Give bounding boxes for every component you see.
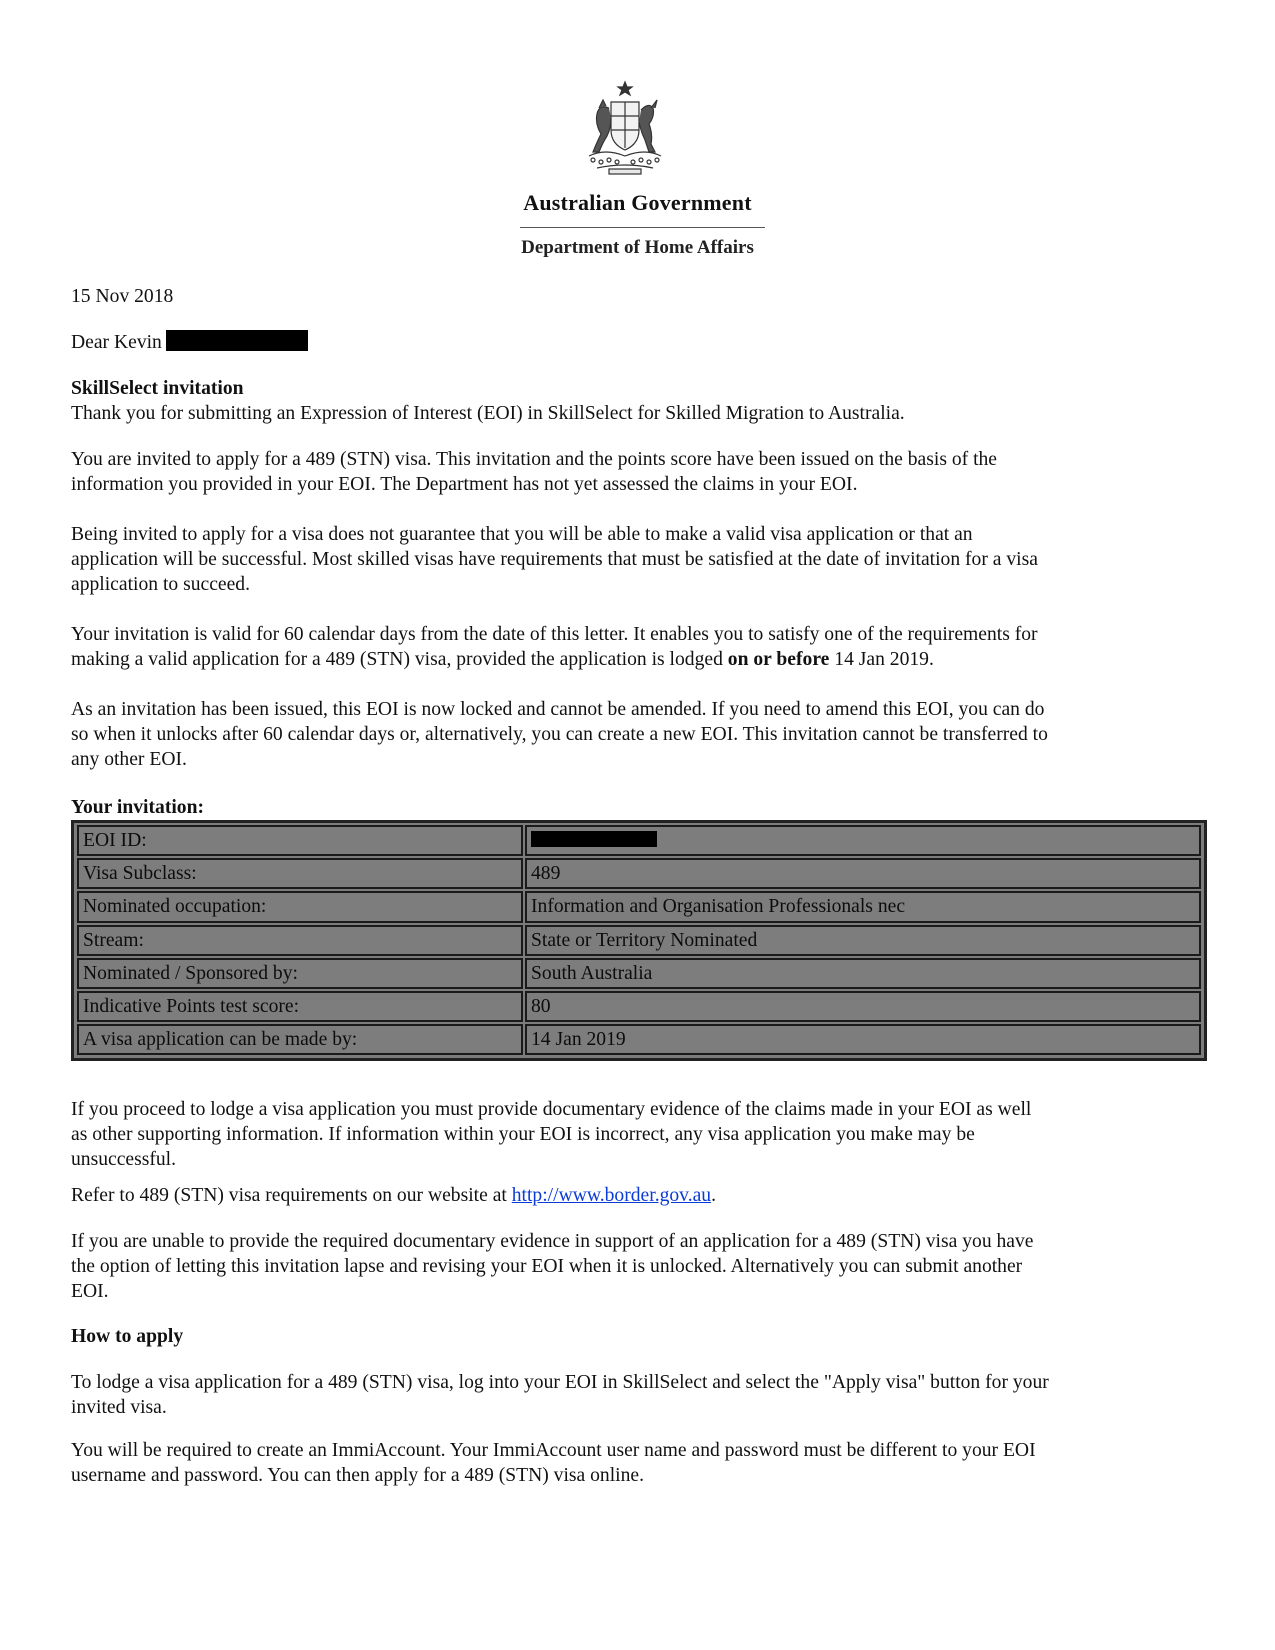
table-value-cell: 14 Jan 2019 bbox=[525, 1024, 1201, 1055]
border-website-link[interactable]: http://www.border.gov.au bbox=[511, 1185, 712, 1206]
paragraph-line: unsuccessful. bbox=[71, 1149, 177, 1170]
paragraph-evidence bbox=[71, 1097, 1211, 1172]
table-label-cell: Visa Subclass: bbox=[77, 858, 523, 889]
table-row bbox=[76, 890, 1202, 923]
department-name: Department of Home Affairs bbox=[521, 237, 754, 258]
paragraph-line bbox=[71, 647, 1211, 672]
paragraph-line: as other supporting information. If information within your EOI is incorrect, any visa application you make may be bbox=[71, 1124, 975, 1145]
salutation-text: Dear Kevin bbox=[71, 332, 162, 353]
text-span: Refer to 489 (STN) visa requirements on our website at bbox=[71, 1185, 512, 1206]
paragraph-line: username and password. You can then apply for a 489 (STN) visa online. bbox=[71, 1465, 645, 1486]
paragraph-line: invited visa. bbox=[71, 1397, 167, 1418]
section-heading: SkillSelect invitation bbox=[71, 378, 244, 399]
table-value-cell: 80 bbox=[525, 991, 1201, 1022]
table-row bbox=[76, 857, 1202, 890]
paragraph-line: information you provided in your EOI. The Department has not yet assessed the claims in your EOI. bbox=[71, 474, 858, 495]
paragraph-lapse bbox=[71, 1229, 1211, 1304]
paragraph-line: EOI. bbox=[71, 1281, 109, 1302]
intro-section bbox=[71, 376, 1211, 426]
table-value-cell bbox=[525, 825, 1201, 856]
paragraph-invited bbox=[71, 447, 1211, 497]
paragraph-refer bbox=[71, 1183, 1211, 1208]
text-span: making a valid application for a 489 (STN) visa, provided the application is lodged bbox=[71, 649, 728, 670]
table-value-cell: 489 bbox=[525, 858, 1201, 889]
paragraph-line: any other EOI. bbox=[71, 749, 187, 770]
paragraph-line: the option of letting this invitation lapse and revising your EOI when it is unlocked. Alternatively you can submit another bbox=[71, 1256, 1023, 1277]
table-label-cell: Stream: bbox=[77, 925, 523, 956]
paragraph-line: Your invitation is valid for 60 calendar days from the date of this letter. It enables you to satisfy one of the requirements for bbox=[71, 624, 1038, 645]
paragraph-line: If you are unable to provide the required documentary evidence in support of an application for a 489 (STN) visa you have bbox=[71, 1231, 1034, 1252]
table-row bbox=[76, 824, 1202, 857]
invitation-heading: Your invitation: bbox=[71, 797, 205, 818]
paragraph-line: so when it unlocks after 60 calendar days or, alternatively, you can create a new EOI. This invitation cannot be transferred to bbox=[71, 724, 1048, 745]
table-value-cell: State or Territory Nominated bbox=[525, 925, 1201, 956]
paragraph-line: You will be required to create an ImmiAccount. Your ImmiAccount user name and password must be different to your EOI bbox=[71, 1440, 1036, 1461]
coat-of-arms-icon bbox=[575, 78, 675, 178]
paragraph-line: To lodge a visa application for a 489 (STN) visa, log into your EOI in SkillSelect and select the "Apply visa" button for your bbox=[71, 1372, 1049, 1393]
table-label-cell: A visa application can be made by: bbox=[77, 1024, 523, 1055]
table-row bbox=[76, 1023, 1202, 1056]
paragraph-line: You are invited to apply for a 489 (STN) visa. This invitation and the points score have been issued on the basis of the bbox=[71, 449, 998, 470]
paragraph-line: application to succeed. bbox=[71, 574, 250, 595]
invitation-table bbox=[71, 820, 1207, 1061]
redaction-bar bbox=[166, 330, 308, 351]
paragraph-line: If you proceed to lodge a visa application you must provide documentary evidence of the claims made in your EOI as well bbox=[71, 1099, 1032, 1120]
table-row bbox=[76, 990, 1202, 1023]
paragraph-line bbox=[71, 1183, 1211, 1208]
paragraph-line: application will be successful. Most skilled visas have requirements that must be satisfied at the date of invitation for a visa bbox=[71, 549, 1038, 570]
bold-text: on or before bbox=[727, 649, 830, 670]
text-span: . bbox=[711, 1185, 717, 1206]
paragraph-locked bbox=[71, 697, 1211, 772]
table-label-cell: Nominated occupation: bbox=[77, 891, 523, 922]
paragraph-line: Being invited to apply for a visa does not guarantee that you will be able to make a valid visa application or that an bbox=[71, 524, 973, 545]
redaction-bar bbox=[531, 831, 657, 847]
paragraph-no-guarantee bbox=[71, 522, 1211, 597]
paragraph-validity bbox=[71, 622, 1211, 672]
table-label-cell: Indicative Points test score: bbox=[77, 991, 523, 1022]
paragraph-lodge bbox=[71, 1370, 1211, 1420]
table-row bbox=[76, 957, 1202, 990]
letter-date: 15 Nov 2018 bbox=[71, 286, 174, 307]
table-value-cell: South Australia bbox=[525, 958, 1201, 989]
table-row bbox=[76, 924, 1202, 957]
header-divider bbox=[520, 227, 765, 228]
government-title: Australian Government bbox=[523, 190, 752, 215]
text-span: 14 Jan 2019. bbox=[829, 649, 934, 670]
how-to-apply-heading: How to apply bbox=[71, 1326, 184, 1347]
paragraph-immiaccount bbox=[71, 1438, 1211, 1488]
table-label-cell: EOI ID: bbox=[77, 825, 523, 856]
table-label-cell: Nominated / Sponsored by: bbox=[77, 958, 523, 989]
paragraph-line: As an invitation has been issued, this EOI is now locked and cannot be amended. If you need to amend this EOI, you can do bbox=[71, 699, 1045, 720]
table-value-cell: Information and Organisation Professionals nec bbox=[525, 891, 1201, 922]
intro-paragraph: Thank you for submitting an Expression of Interest (EOI) in SkillSelect for Skilled Migration to Australia. bbox=[71, 403, 905, 424]
salutation bbox=[71, 330, 1211, 355]
